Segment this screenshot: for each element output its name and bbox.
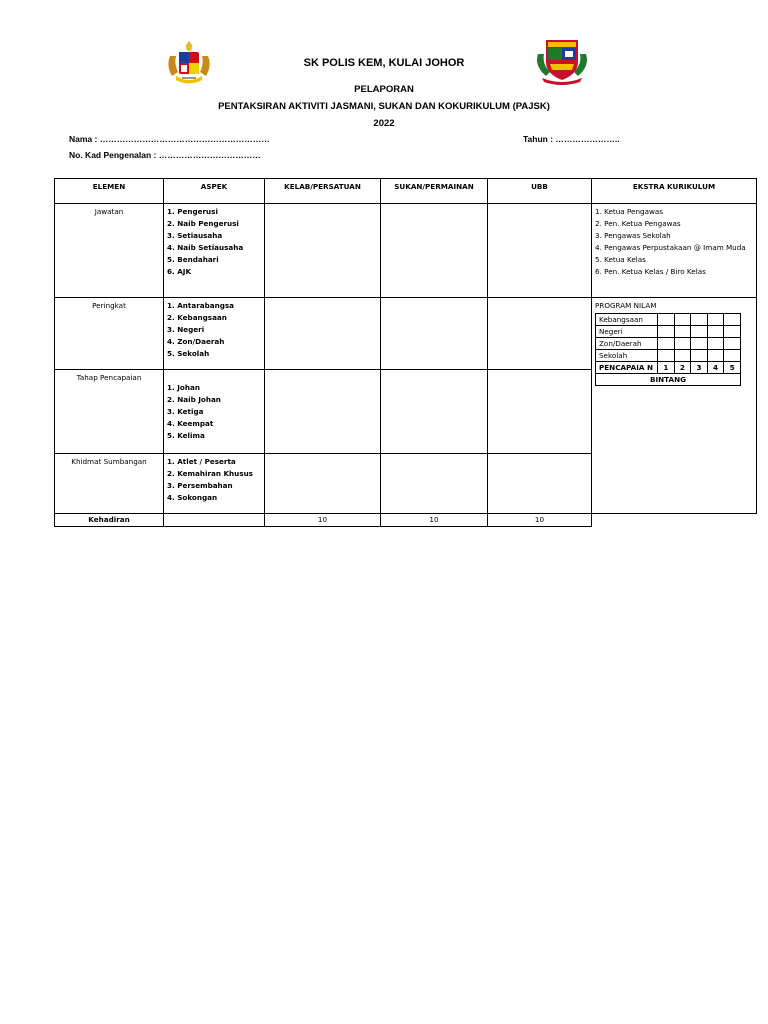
header-elemen: ELEMEN <box>55 179 164 204</box>
row-jawatan <box>55 204 757 298</box>
field-kad-pengenalan: No. Kad Pengenalan : ……………………………… <box>69 150 261 160</box>
ekstra-item: 4. Pengawas Perpustakaan @ Imam Muda <box>595 243 746 252</box>
ekstra-list <box>592 204 757 298</box>
elemen-jawatan: Jawatan <box>55 204 164 298</box>
ekstra-item: 1. Ketua Pengawas <box>595 207 664 216</box>
nilam-number: 4 <box>707 362 724 374</box>
cell-kelab <box>265 370 381 454</box>
cell-ubb <box>488 298 592 370</box>
nilam-table <box>595 313 741 386</box>
nilam-level: Negeri <box>596 326 658 338</box>
elemen-tahap-pencapaian: Tahap Pencapaian <box>55 370 164 454</box>
kehadiran-sukan: 10 <box>381 514 488 527</box>
cell-sukan <box>381 454 488 514</box>
aspek-item: 3. Ketiga <box>167 407 204 416</box>
nilam-number: 5 <box>724 362 741 374</box>
nilam-title: PROGRAM NILAM <box>595 301 657 310</box>
header-sukan: SUKAN/PERMAINAN <box>381 179 488 204</box>
aspek-item: 5. Kelima <box>167 431 205 440</box>
aspek-item: 1. Pengerusi <box>167 207 218 216</box>
aspek-item: 2. Kemahiran Khusus <box>167 469 253 478</box>
row-kehadiran <box>55 514 757 527</box>
aspek-item: 6. AJK <box>167 267 192 276</box>
title-pajsk: PENTAKSIRAN AKTIVITI JASMANI, SUKAN DAN KOKURIKULUM (PAJSK) <box>218 101 550 112</box>
aspek-khidmat-sumbangan <box>164 454 265 514</box>
aspek-item: 4. Sokongan <box>167 493 218 502</box>
header-ubb: UBB <box>488 179 592 204</box>
school-name: SK POLIS KEM, KULAI JOHOR <box>303 57 465 69</box>
elemen-peringkat: Peringkat <box>55 298 164 370</box>
nilam-level: Sekolah <box>596 350 658 362</box>
aspek-item: 2. Kebangsaan <box>167 313 227 322</box>
aspek-item: 5. Bendahari <box>167 255 219 264</box>
nilam-level: Kebangsaan <box>596 314 658 326</box>
elemen-kehadiran: Kehadiran <box>55 514 164 527</box>
aspek-item: 4. Zon/Daerah <box>167 337 225 346</box>
cell-ubb <box>488 370 592 454</box>
pajsk-table <box>54 178 757 527</box>
cell-sukan <box>381 370 488 454</box>
cell-aspek <box>164 514 265 527</box>
nilam-pencapaian: PENCAPAIA N <box>596 362 658 374</box>
nilam-number: 2 <box>674 362 691 374</box>
ekstra-item: 5. Ketua Kelas <box>595 255 646 264</box>
cell-ubb <box>488 204 592 298</box>
field-tahun: Tahun : ………………….. <box>523 134 620 144</box>
aspek-item: 4. Naib Setiausaha <box>167 243 244 252</box>
cell-kelab <box>265 204 381 298</box>
ekstra-item: 6. Pen. Ketua Kelas / Biro Kelas <box>595 267 706 276</box>
header-kelab: KELAB/PERSATUAN <box>265 179 381 204</box>
header-ekstra: EKSTRA KURIKULUM <box>592 179 757 204</box>
aspek-item: 4. Keempat <box>167 419 214 428</box>
nilam-level: Zon/Daerah <box>596 338 658 350</box>
cell-ubb <box>488 454 592 514</box>
aspek-item: 3. Negeri <box>167 325 205 334</box>
program-nilam <box>592 298 757 514</box>
aspek-item: 1. Atlet / Peserta <box>167 457 236 466</box>
cell-sukan <box>381 298 488 370</box>
aspek-item: 2. Naib Pengerusi <box>167 219 239 228</box>
title-year: 2022 <box>373 118 395 129</box>
nilam-number: 1 <box>658 362 675 374</box>
aspek-jawatan <box>164 204 265 298</box>
kehadiran-kelab: 10 <box>265 514 381 527</box>
nilam-bintang: BINTANG <box>596 374 741 386</box>
aspek-tahap-pencapaian <box>164 370 265 454</box>
aspek-item: 1. Johan <box>167 383 200 392</box>
field-nama: Nama : …………………………………………………… <box>69 134 270 144</box>
aspek-item: 3. Setiausaha <box>167 231 223 240</box>
title-pelaporan: PELAPORAN <box>354 84 414 95</box>
header-aspek: ASPEK <box>164 179 265 204</box>
kehadiran-ubb: 10 <box>488 514 592 527</box>
row-peringkat <box>55 298 757 370</box>
nilam-number: 3 <box>691 362 708 374</box>
elemen-khidmat-sumbangan: Khidmat Sumbangan <box>55 454 164 514</box>
cell-kelab <box>265 298 381 370</box>
aspek-item: 3. Persembahan <box>167 481 233 490</box>
cell-kelab <box>265 454 381 514</box>
aspek-item: 1. Antarabangsa <box>167 301 234 310</box>
aspek-item: 2. Naib Johan <box>167 395 221 404</box>
aspek-item: 5. Sekolah <box>167 349 210 358</box>
aspek-peringkat <box>164 298 265 370</box>
cell-sukan <box>381 204 488 298</box>
ekstra-item: 2. Pen. Ketua Pengawas <box>595 219 681 228</box>
ekstra-item: 3. Pengawas Sekolah <box>595 231 671 240</box>
